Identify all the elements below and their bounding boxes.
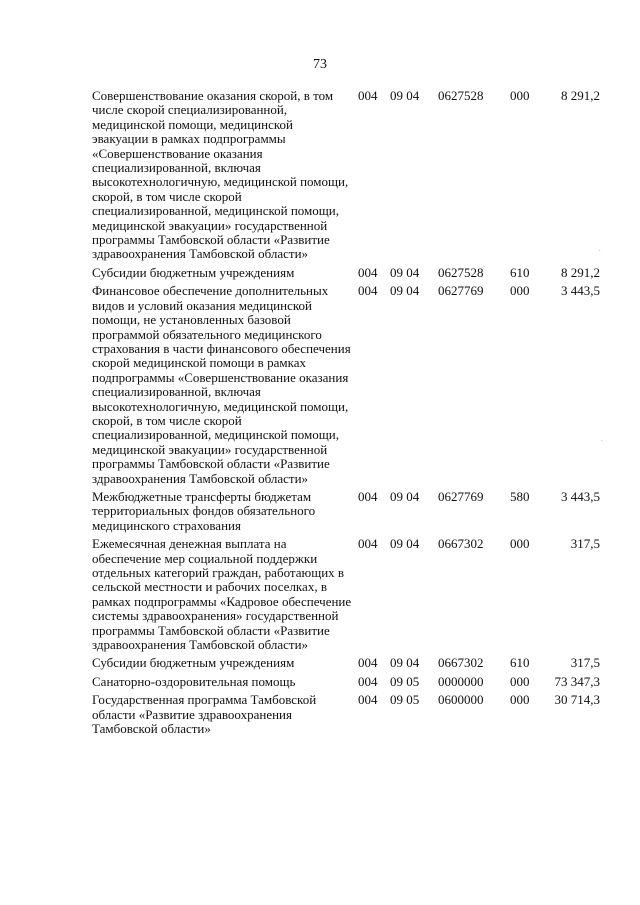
table-row xyxy=(92,656,600,674)
row-expense-type: 000 xyxy=(510,283,530,299)
row-ved: 004 xyxy=(358,264,378,280)
row-name: Совершенствование оказания скорой, в том числе скорой специализированной, медицинской помощи, медицинской эвакуации в рамках подпрограммы «Совершенствование оказания специализированной, включая высокотехнологичную, медицинской помощи, скорой, в том числе скорой специализированной, медицинской помощи, медицинской эвакуации» государственной программы Тамбовской области «Развитие здравоохранения Тамбовской области» xyxy=(92,88,349,262)
row-section: 09 05 xyxy=(390,673,420,689)
row-sum: 73 347,3 xyxy=(554,673,600,689)
row-expense-type: 580 xyxy=(510,488,530,504)
row-expense-type: 000 xyxy=(510,536,530,552)
table-row xyxy=(92,266,600,284)
table-row xyxy=(92,284,600,490)
table-row xyxy=(92,537,600,656)
row-target-code: 0627769 xyxy=(438,283,484,299)
row-sum: 3 443,5 xyxy=(561,488,600,504)
row-name: Межбюджетные трансферты бюджетам территориальных фондов обязательного медицинского страхования xyxy=(92,488,316,533)
row-target-code: 0600000 xyxy=(438,692,484,708)
row-ved: 004 xyxy=(358,655,378,671)
row-ved: 004 xyxy=(358,488,378,504)
row-ved: 004 xyxy=(358,673,378,689)
row-sum: 317,5 xyxy=(570,536,600,552)
row-name: Субсидии бюджетным учреждениям xyxy=(92,655,295,671)
row-expense-type: 000 xyxy=(510,88,530,103)
row-section: 09 04 xyxy=(390,488,420,504)
row-target-code: 0667302 xyxy=(438,655,484,671)
page-number: 73 xyxy=(313,57,327,72)
scan-speck: · xyxy=(600,436,604,447)
row-expense-type: 610 xyxy=(510,264,530,280)
row-name: Государственная программа Тамбовской области «Развитие здравоохранения Тамбовской области» xyxy=(92,692,317,737)
row-sum: 8 291,2 xyxy=(561,264,600,280)
table-row xyxy=(92,89,600,266)
row-ved: 004 xyxy=(358,283,378,299)
row-name: Ежемесячная денежная выплата на обеспечение мер социальной поддержки отдельных категорий граждан, работающих в сельской местности и рабочих поселках, в рамках подпрограммы «Кадровое обеспечение системы здравоохранения» государственной программы Тамбовской области «Развитие здравоохранения Тамбовской области» xyxy=(92,536,352,653)
row-section: 09 04 xyxy=(390,283,420,299)
row-sum: 8 291,2 xyxy=(561,88,600,103)
row-expense-type: 000 xyxy=(510,673,530,689)
row-sum: 317,5 xyxy=(570,655,600,671)
row-target-code: 0627769 xyxy=(438,488,484,504)
row-section: 09 04 xyxy=(390,264,420,280)
row-target-code: 0627528 xyxy=(438,264,484,280)
table-row xyxy=(92,490,600,537)
row-target-code: 0627528 xyxy=(438,88,484,103)
row-section: 09 04 xyxy=(390,88,420,103)
row-ved: 004 xyxy=(358,536,378,552)
row-name: Санаторно-оздоровительная помощь xyxy=(92,673,296,689)
row-section: 09 04 xyxy=(390,655,420,671)
row-expense-type: 610 xyxy=(510,655,530,671)
row-section: 09 04 xyxy=(390,536,420,552)
table-row xyxy=(92,675,600,693)
row-target-code: 0000000 xyxy=(438,673,484,689)
row-section: 09 05 xyxy=(390,692,420,708)
table-row xyxy=(92,693,600,740)
budget-table xyxy=(92,89,600,740)
row-expense-type: 000 xyxy=(510,692,530,708)
row-name: Субсидии бюджетным учреждениям xyxy=(92,264,295,280)
scan-speck: · xyxy=(598,246,602,257)
row-sum: 3 443,5 xyxy=(561,283,600,299)
row-name: Финансовое обеспечение дополнительных видов и условий оказания медицинской помощи, не установленных базовой программой обязательного медицинского страхования в части финансового обеспечения скорой медицинской помощи в рамках подпрограммы «Совершенствование оказания специализированной, включая высокотехнологичную, медицинской помощи, скорой, в том числе скорой специализированной, медицинской помощи, медицинской эвакуации» государственной программы Тамбовской области «Развитие здравоохранения Тамбовской области» xyxy=(92,283,351,486)
row-ved: 004 xyxy=(358,692,378,708)
row-sum: 30 714,3 xyxy=(554,692,600,708)
row-target-code: 0667302 xyxy=(438,536,484,552)
row-ved: 004 xyxy=(358,88,378,103)
